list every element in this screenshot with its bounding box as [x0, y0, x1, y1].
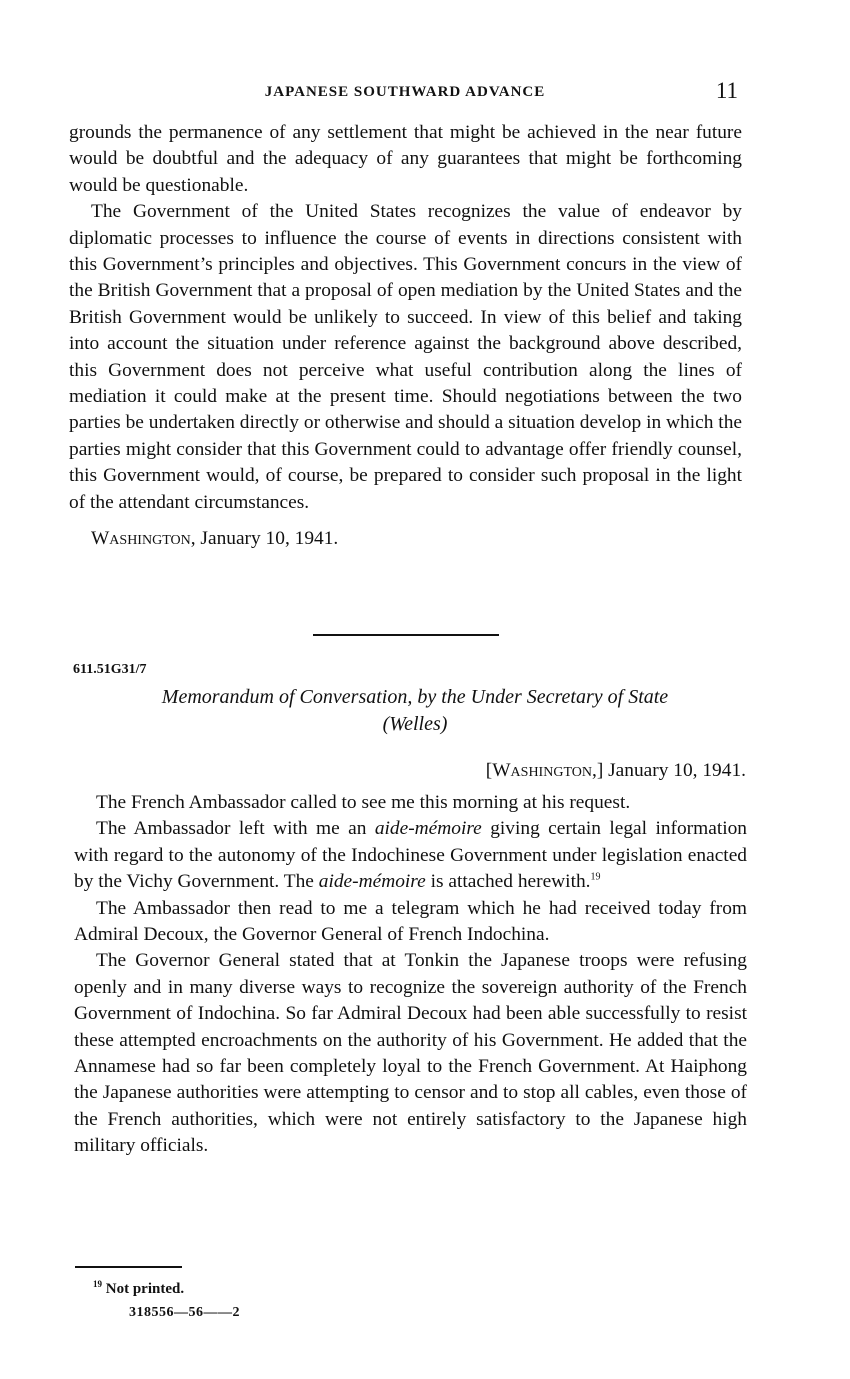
paragraph: grounds the permanence of any settlement that might be achieved in the near future would be doubtful and the adequacy of any guarantees that might be forthcoming would be questionable. [69, 122, 742, 196]
memo-author: (Welles) [382, 713, 448, 735]
dateline-place: Washington, [492, 760, 597, 781]
footnote-ref[interactable]: 19 [590, 871, 601, 883]
dateline-bracket-open: [ [485, 760, 493, 781]
italic-term: aide-mémoire [318, 871, 426, 893]
paragraph: The French Ambassador called to see me this morning at his request. [96, 792, 631, 813]
dateline-date: January 10, 1941. [603, 760, 746, 781]
memo-body [74, 790, 747, 1160]
dateline-bracket-close: ] [596, 760, 604, 781]
running-title: JAPANESE SOUTHWARD ADVANCE [264, 84, 546, 100]
memo-dateline [486, 760, 746, 782]
footnote-text: Not printed. [102, 1281, 185, 1297]
section-divider [313, 634, 499, 636]
italic-term: aide-mémoire [374, 818, 482, 840]
paragraph: The Ambassador then read to me a telegram which he had received today from Admiral Decoux, the Governor General of French Indochina. [74, 897, 747, 946]
footnote-rule [75, 1266, 182, 1268]
signoff [69, 526, 742, 552]
running-header [70, 80, 740, 104]
signoff-date: January 10, 1941. [195, 528, 339, 550]
despatch-continuation [69, 120, 742, 553]
footnote [93, 1279, 184, 1298]
paragraph [74, 816, 747, 895]
file-reference: 611.51G31/7 [73, 662, 147, 677]
memo-title-line: Memorandum of Conversation, by the Under Secretary of State [161, 686, 669, 708]
paragraph: The Governor General stated that at Tonkin the Japanese troops were refusing openly and in many diverse ways to recognize the sovereign authority of the French Government of Indochina. So far Admiral Decoux had been able successfully to resist these attempted encroachments on the authority of his Government. He added that the Annamese had so far been completely loyal to the French Government. At Haiphong the Japanese authorities were attempting to censor and to stop all cables, even those of the French authorities, which were not entirely satisfactory to the Japanese high military officials. [74, 950, 747, 1157]
paragraph: The Government of the United States recognizes the value of endeavor by diplomatic processes to influence the course of events in directions consistent with this Government’s principles and objectives. This Government concurs in the view of the British Government that a proposal of open mediation by the United States and the British Government would be unlikely to succeed. In view of this belief and taking into account the situation under reference against the background above described, this Government does not perceive what useful contribution along the lines of mediation it could make at the present time. Should negotiations between the two parties be undertaken directly or otherwise and should a situation develop in which the parties might consider that this Government could to advantage offer friendly counsel, this Government would, of course, be prepared to consider such proposal in the light of the attendant circumstances. [69, 201, 742, 513]
text-run: is attached herewith. [425, 871, 591, 893]
printer-code: 318556—56——2 [129, 1305, 240, 1320]
signoff-place: Washington, [91, 528, 196, 550]
footnote-mark: 19 [93, 1279, 102, 1289]
text-run: The Ambassador left with me an [96, 818, 375, 840]
text-run: giving certain legal information with regard to the autonomy of the Indochinese Government under legislation enacted by the Vichy Government. The [74, 818, 747, 893]
page-number: 11 [715, 78, 738, 103]
memo-title [70, 684, 760, 738]
